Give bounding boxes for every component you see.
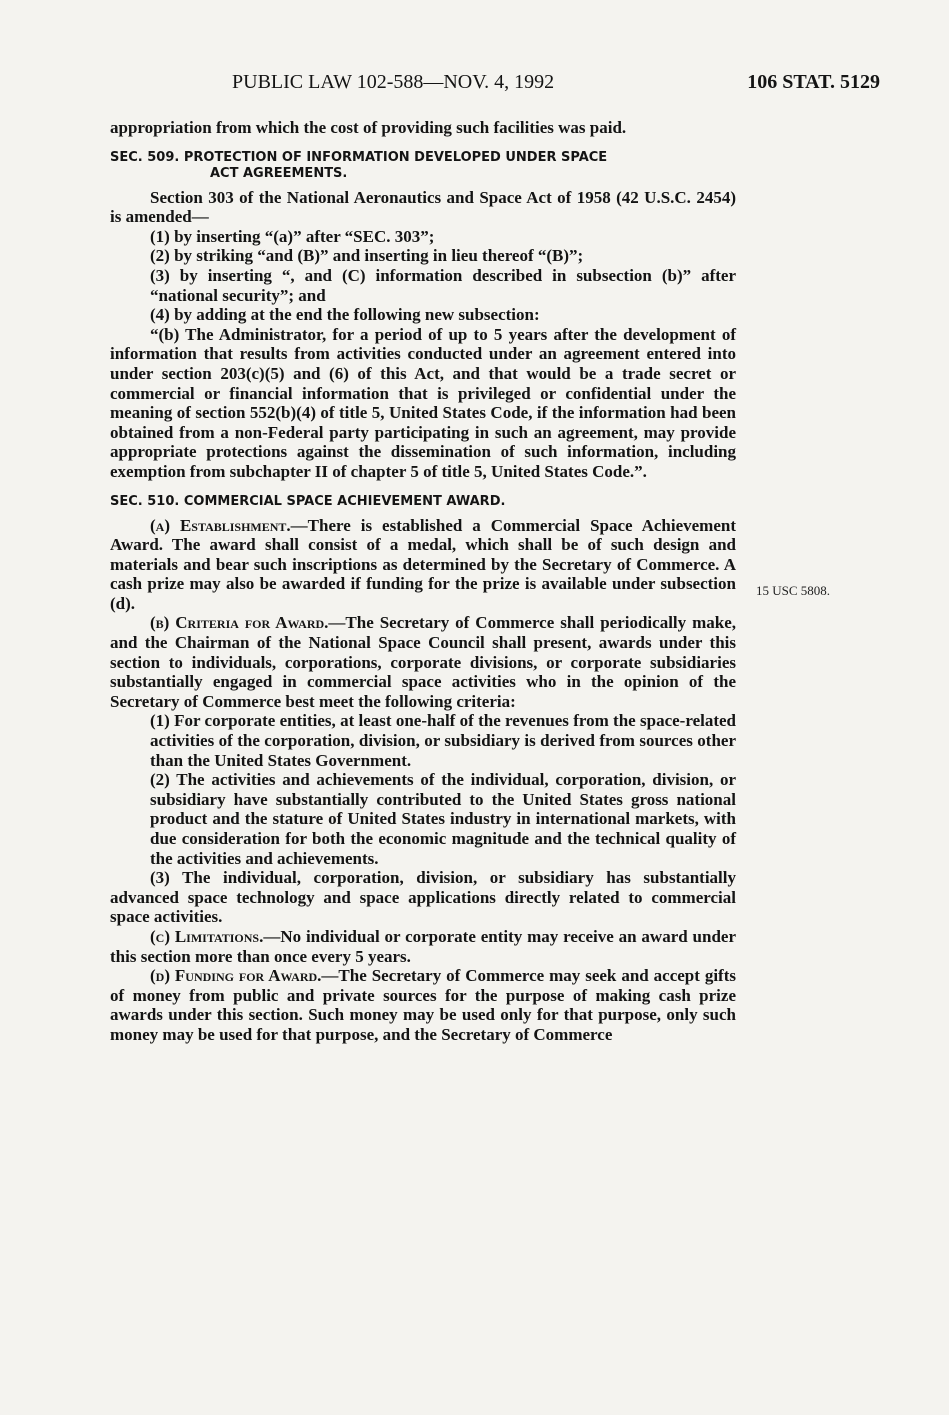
section-510-a-label: (a) Establishment. <box>150 515 291 535</box>
section-509-heading-line2: ACT AGREEMENTS. <box>210 165 348 181</box>
section-510-b-2: (2) The activities and achievements of the individual, corporation, division, or subsidiary have substantially contributed to the United States gross national product and the stature of United States industry in international markets, with due consideration for both the economic magnitude and the technical quality of the activities and achievements. <box>150 770 736 868</box>
section-509-heading-line1: SEC. 509. PROTECTION OF INFORMATION DEVELOPED UNDER SPACE <box>110 149 608 165</box>
section-510-b-1: (1) For corporate entities, at least one-half of the revenues from the space-related activities of the corporation, division, or subsidiary is derived from sources other than the United States Government. <box>150 711 736 770</box>
section-509-lead: Section 303 of the National Aeronautics and Space Act of 1958 (42 U.S.C. 2454) is amended— <box>110 187 736 227</box>
section-510-b <box>110 613 736 711</box>
section-509-item-1: (1) by inserting “(a)” after “SEC. 303”; <box>150 226 435 246</box>
section-510-a <box>110 516 736 614</box>
section-510-d-label: (d) Funding for Award. <box>150 966 322 986</box>
section-510-d <box>110 966 736 1044</box>
section-510-d-text: —The Secretary of Commerce may seek and accept gifts of money from public and private sources for the purpose of making cash prize awards under this section. Such money may be used only for that purpose, only such money may be used for that purpose, and the Secretary of Commerce <box>110 966 736 1044</box>
margin-citation: 15 USC 5808. <box>756 583 831 598</box>
section-510-b-label: (b) Criteria for Award. <box>150 613 329 633</box>
section-510-a-text: —There is established a Commercial Space Achievement Award. The award shall consist of a medal, which shall be of such design and materials and bear such inscriptions as determined by the Secretary of Commerce. A cash prize may also be awarded if funding for the prize is available under subsection (d). <box>110 515 736 613</box>
document-body <box>110 118 736 1045</box>
header-title: PUBLIC LAW 102-588—NOV. 4, 1992 <box>232 71 555 93</box>
section-510-c-text: —No individual or corporate entity may receive an award under this section more than once every 5 years. <box>110 926 736 966</box>
section-509-item-2: (2) by striking “and (B)” and inserting in lieu thereof “(B)”; <box>150 246 584 266</box>
section-510-c <box>110 927 736 966</box>
page-header <box>110 71 880 101</box>
section-509-quoted-subsection: “(b) The Administrator, for a period of up to 5 years after the development of information that results from activities conducted under an agreement entered into under section 203(c)(5) and (6) of this Act, and that would be a trade secret or commercial or financial information that is privileged or confidential under the meaning of section 552(b)(4) of title 5, United States Code, if the information had been obtained from a non-Federal party participating in such an agreement, may provide appropriate protections against the dissemination of such information, including exemption from subchapter II of chapter 5 of title 5, United States Code.”. <box>110 324 736 481</box>
section-509-item-4: (4) by adding at the end the following new subsection: <box>150 305 540 325</box>
section-510-c-label: (c) Limitations. <box>150 926 264 946</box>
section-509-heading <box>110 150 736 182</box>
section-509-item-3: (3) by inserting “, and (C) information described in subsection (b)” after “national security”; and <box>150 265 736 305</box>
section-510-b-text: —The Secretary of Commerce shall periodically make, and the Chairman of the National Space Council shall present, awards under this section to individuals, corporations, corporate divisions, or corporate subsidiaries substantially engaged in commercial space activities who in the opinion of the Secretary of Commerce best meet the following criteria: <box>110 613 736 711</box>
section-510-b-3: (3) The individual, corporation, division, or subsidiary has substantially advanced space technology and space applications directly related to commercial space activities. <box>110 868 736 927</box>
header-stat-page: 106 STAT. 5129 <box>747 71 880 93</box>
section-510-heading: SEC. 510. COMMERCIAL SPACE ACHIEVEMENT AWARD. <box>110 493 506 509</box>
intro-paragraph: appropriation from which the cost of providing such facilities was paid. <box>110 118 627 137</box>
